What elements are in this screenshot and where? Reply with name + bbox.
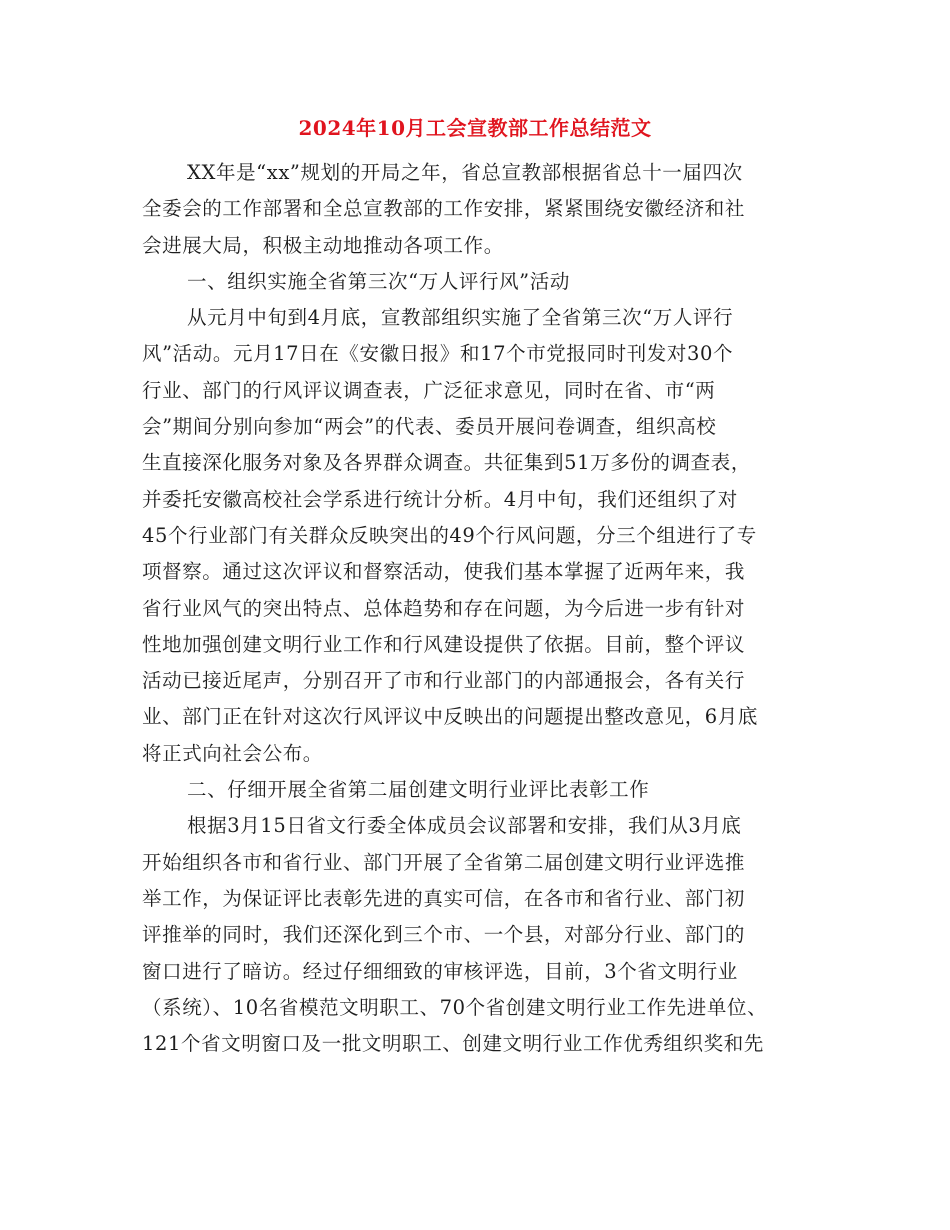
text-line: 窗口进行了暗访。经过仔细细致的审核评选，目前，3个省文明行业: [142, 959, 738, 983]
text-line: 业、部门正在针对这次行风评议中反映出的问题提出整改意见，6月底: [142, 705, 759, 729]
text-line: 行业、部门的行风评议调查表，广泛征求意见，同时在省、市“两: [142, 378, 716, 402]
text-line: 生直接深化服务对象及各界群众调查。共征集到51万多份的调查表，: [142, 451, 751, 475]
text-line: 将正式向社会公布。: [142, 741, 323, 765]
text-line: 风”活动。元月17日在《安徽日报》和17个市党报同时刊发对30个: [142, 342, 734, 366]
text-line: 评推举的同时，我们还深化到三个市、一个县，对部分行业、部门的: [142, 923, 746, 947]
text-line: 45个行业部门有关群众反映突出的49个行风问题，分三个组进行了专: [142, 523, 757, 547]
text-line: 活动已接近尾声，分别召开了市和行业部门的内部通报会，各有关行: [142, 669, 746, 693]
text-line: 并委托安徽高校社会学系进行统计分析。4月中旬，我们还组织了对: [142, 487, 738, 511]
document-body: [142, 155, 810, 1062]
text-line: 会进展大局，积极主动地推动各项工作。: [142, 233, 504, 257]
document-title: 2024年10月工会宣教部工作总结范文: [298, 116, 652, 140]
text-line: 举工作，为保证评比表彰先进的真实可信，在各市和省行业、部门初: [142, 886, 746, 910]
text-line: 省行业风气的突出特点、总体趋势和存在问题，为今后进一步有针对: [142, 596, 746, 620]
text-line: 全委会的工作部署和全总宣教部的工作安排，紧紧围绕安徽经济和社: [142, 197, 746, 221]
text-line: 二、仔细开展全省第二届创建文明行业评比表彰工作: [187, 778, 650, 802]
text-line: 从元月中旬到4月底，宣教部组织实施了全省第三次“万人评行: [187, 306, 734, 330]
text-line: （系统）、10名省模范文明职工、70个省创建文明行业工作先进单位、: [142, 995, 768, 1019]
text-line: 开始组织各市和省行业、部门开展了全省第二届创建文明行业评选推: [142, 850, 746, 874]
text-line: 项督察。通过这次评议和督察活动，使我们基本掌握了近两年来，我: [142, 560, 746, 584]
text-line: 性地加强创建文明行业工作和行风建设提供了依据。目前，整个评议: [142, 632, 746, 656]
text-line: 121个省文明窗口及一批文明职工、创建文明行业工作优秀组织奖和先: [142, 1032, 764, 1056]
text-line: 会”期间分别向参加“两会”的代表、委员开展问卷调查，组织高校: [142, 415, 717, 439]
text-line: XX年是“xx”规划的开局之年，省总宣教部根据省总十一届四次: [187, 161, 743, 184]
text-line: 根据3月15日省文行委全体成员会议部署和安排，我们从3月底: [187, 814, 742, 838]
text-line: 一、组织实施全省第三次“万人评行风”活动: [187, 269, 570, 293]
